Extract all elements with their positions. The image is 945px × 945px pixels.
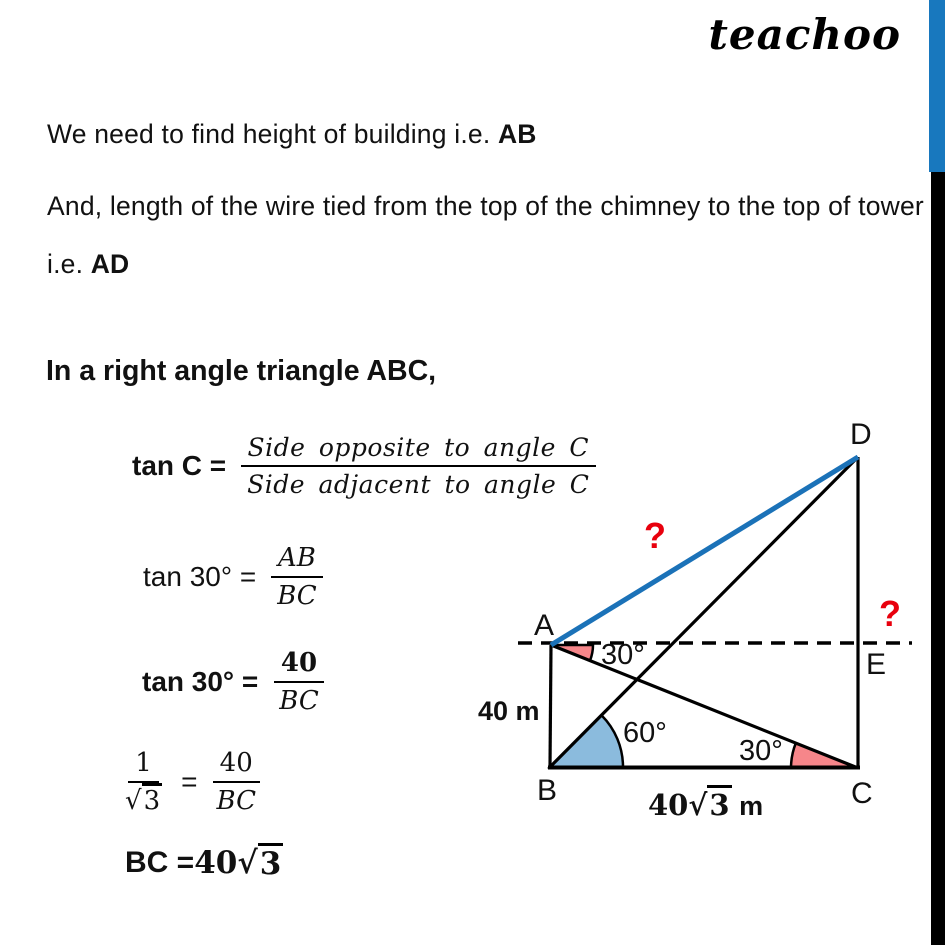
point-e-label: E [866,648,887,681]
bc-length-radicand: 3 [707,785,731,822]
intro-line-1-bold: AB [497,118,537,149]
point-b-label: B [537,774,558,807]
sqrt3-fraction [118,748,169,816]
wire-length-question-mark: ? [644,515,666,556]
tan30-fraction [270,543,323,611]
tan30-denominator: BC [277,581,317,611]
formula-bc-result [125,843,283,882]
wire-ad-line [551,457,858,645]
side-ab-line [550,645,551,767]
bc-result-coef: 40 [194,844,238,881]
bc-length-label [648,788,764,822]
radicand: 3 [142,783,163,816]
ab-length-label: 40 m [478,696,540,726]
tanC-lhs: tan C = [132,450,227,481]
intro-line-2-bold: AD [90,248,130,279]
blue-accent-bar [929,0,945,172]
fraction-40-bc-numerator: 40 [213,748,260,783]
intro-line-1 [47,105,537,163]
teachoo-logo: teachoo [708,10,901,59]
point-d-label: D [850,418,872,451]
angle-a-label: 30° [601,639,645,671]
bc-length-unit: m [731,791,764,821]
bc-length-coef: 40 [648,788,689,822]
sqrt3-denominator [118,783,169,816]
tan30-lhs: tan 30° = [143,561,257,592]
tan30b-fraction [272,648,325,716]
sqrt3-numerator: 1 [128,748,159,783]
point-c-label: C [851,777,873,810]
fraction-40-bc [209,748,262,816]
tan30b-denominator: BC [279,686,319,716]
bc-result-radicand: 3 [258,843,284,882]
fraction-40-bc-denominator: BC [216,786,256,816]
bc-length-radical-sign: √ [688,788,708,822]
tan30-numerator: AB [271,543,323,578]
intro-line-1-text: We need to find height of building i.e. [47,118,498,149]
bc-result-lhs: BC = [125,845,195,879]
intro-line-2-text: And, length of the wire tied from the top of the chimney to the top of tower i.e. [47,190,924,279]
section-heading: In a right angle triangle ABC, [46,355,437,387]
tan30b-numerator: 40 [274,648,324,683]
equals-sign: = [181,766,198,797]
angle-c-label: 30° [739,735,783,767]
tan30b-lhs: tan 30° = [142,666,259,697]
bc-result-radical-sign: √ [237,844,258,881]
tanC-numerator: Side opposite to angle C [241,433,597,467]
line-bd [550,457,858,767]
tanC-denominator: Side adjacent to angle C [247,470,590,499]
formula-1-sqrt3 [118,748,263,816]
radical-sign: √ [125,786,142,816]
ce-length-question-mark: ? [879,593,901,634]
point-a-label: A [534,609,555,642]
formula-tan30-40-bc [142,648,326,716]
formula-tan30-ab-bc [143,543,324,611]
angle-b-label: 60° [623,717,667,749]
angle-b-wedge [550,715,623,767]
intro-line-2 [47,177,937,293]
